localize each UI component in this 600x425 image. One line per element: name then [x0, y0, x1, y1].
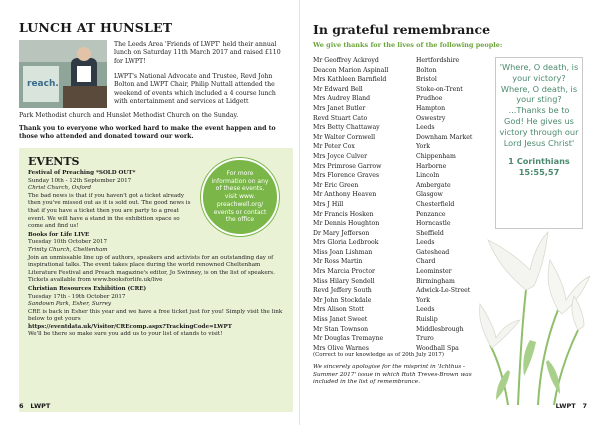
event-place: Trinity Church, Cheltenham	[28, 246, 108, 253]
remembrance-place: Hampton	[416, 104, 446, 112]
remembrance-name: Mrs Gloria Ledbrook	[313, 239, 379, 247]
event-body: Join an unmissable line up of authors, speakers and activists for an outstanding day of inspirational talks. The event takes place during the world renowned Cheltenham Literature Festival and Preach magazine's editor, Jo Swinney, is on the list of speakers. Tickets available from www.booksforlife.uk/live	[28, 254, 275, 284]
remembrance-name: Mr John Stockdale	[313, 296, 372, 304]
remembrance-row	[313, 334, 493, 344]
event-date: Tuesday 10th October 2017	[28, 239, 108, 246]
remembrance-place: Prudhoe	[416, 95, 443, 103]
remembrance-place: Middlesbrough	[416, 325, 464, 333]
remembrance-row	[313, 229, 493, 239]
remembrance-name: Mr Stan Townson	[313, 325, 369, 333]
lunch-paragraph-1: The Leeds Area 'Friends of LWPT' held their annual lunch on Saturday 11th March 2017 and raised £110 for LWPT!	[114, 41, 281, 65]
event-date: Tuesday 17th - 19th October 2017	[28, 293, 126, 300]
remembrance-name: Mrs Primrose Garrow	[313, 162, 382, 170]
photo-banner-text: reach.	[27, 79, 59, 89]
remembrance-row	[313, 171, 493, 181]
lunch-thanks: Thank you to everyone who worked hard to make the event happen and to those who attended and donated toward our work.	[19, 125, 276, 141]
remembrance-place: Leominster	[416, 268, 452, 276]
remembrance-place: York	[416, 143, 430, 151]
remembrance-name: Mr Geoffrey Ackroyd	[313, 57, 379, 64]
remembrance-row	[313, 114, 493, 124]
lunch-photo	[19, 40, 107, 108]
remembrance-place: Leeds	[416, 306, 435, 314]
remembrance-row	[313, 315, 493, 325]
event-title: Festival of Preaching *SOLD OUT*	[28, 170, 136, 176]
remembrance-place: Truro	[416, 335, 434, 343]
event-body: The bad news is that if you haven't got a ticket already then you've missed out as it is sold out. The good news is that if you have a ticket then you are party to a great event. We will have a stand in the exhibition space so come and find us!	[28, 192, 191, 230]
lunch-paragraph-2: LWPT's National Advocate and Trustee, Revd John Bolton and LWPT Chair, Philip Nuttall attended the weekend of events which included a 4 course lunch with entertainment and services at Lidgett	[114, 73, 276, 106]
remembrance-subtitle: We give thanks for the lives of the following people:	[313, 41, 503, 49]
remembrance-place: Birmingham	[416, 277, 455, 285]
remembrance-place: Lincoln	[416, 172, 440, 180]
remembrance-place: Woodhall Spa	[416, 344, 459, 352]
remembrance-name: Revd Stuart Cato	[313, 114, 368, 122]
lunch-paragraph-2-continued: Park Methodist church and Hunslet Methodist Church on the Sunday.	[19, 112, 239, 119]
events-list	[28, 170, 288, 340]
remembrance-row	[313, 142, 493, 152]
remembrance-row	[313, 267, 493, 277]
remembrance-place: Downham Market	[416, 133, 473, 141]
remembrance-row	[313, 104, 493, 114]
remembrance-row	[313, 325, 493, 335]
lily-flowers-illustration	[478, 230, 590, 405]
remembrance-place: Horncastle	[416, 220, 451, 228]
remembrance-place: Adwick-Le-Street	[416, 287, 471, 295]
remembrance-name: Mr Anthony Heaven	[313, 191, 377, 199]
remembrance-name: Mr Peter Cox	[313, 143, 355, 151]
remembrance-row	[313, 152, 493, 162]
remembrance-name: Mr Ross Martin	[313, 258, 363, 266]
verse-box	[495, 57, 583, 229]
remembrance-row	[313, 248, 493, 258]
page-number: 6	[19, 402, 24, 410]
remembrance-name: Mrs Betty Chattaway	[313, 124, 380, 132]
remembrance-name: Mr Francis Hosken	[313, 210, 374, 218]
remembrance-row	[313, 85, 493, 95]
remembrance-row	[313, 133, 493, 143]
remembrance-place: Hertfordshire	[416, 57, 460, 64]
remembrance-name: Mr Douglas Tremayne	[313, 335, 384, 343]
remembrance-row	[313, 305, 493, 315]
remembrance-name: Miss Hilary Sendell	[313, 277, 375, 285]
remembrance-row	[313, 94, 493, 104]
remembrance-name: Mrs Audrey Bland	[313, 95, 371, 103]
event-link[interactable]: https://eventdata.uk/Visitor/CREcomp.aspx?TrackingCode=LWPT	[28, 323, 232, 330]
remembrance-place: Ambergate	[416, 181, 451, 189]
remembrance-name: Mrs Florence Graves	[313, 172, 380, 180]
remembrance-row	[313, 181, 493, 191]
remembrance-place: Sheffield	[416, 229, 444, 237]
remembrance-place: Oswestry	[416, 114, 446, 122]
remembrance-name: Mrs Janet Butler	[313, 104, 366, 112]
event-item	[28, 232, 288, 285]
event-place: Christ Church, Oxford	[28, 185, 92, 192]
remembrance-name: Dr Mary Jefferson	[313, 229, 370, 237]
remembrance-row	[313, 210, 493, 220]
remembrance-names-list	[313, 56, 493, 353]
remembrance-name: Mrs Joyce Culver	[313, 152, 368, 160]
remembrance-row	[313, 123, 493, 133]
remembrance-place: Penzance	[416, 210, 446, 218]
remembrance-place: Leeds	[416, 239, 435, 247]
remembrance-name: Mrs Alison Stott	[313, 306, 365, 314]
event-body: CRE is back in Esher this year and we have a free ticket just for you! Simply visit the link below to get yours	[28, 308, 283, 323]
footer-right	[556, 402, 587, 410]
event-place: Sandown Park, Esher, Surrey	[28, 301, 112, 308]
remembrance-name: Mrs Marcia Proctor	[313, 268, 375, 276]
verse-text: 'Where, O death, is your victory? Where, O death, is your sting? ...Thanks be to God! He gives us victory through our Lord Jesus Christ'	[499, 62, 579, 148]
remembrance-name: Mrs Kathleen Barnfield	[313, 76, 387, 84]
remembrance-row	[313, 296, 493, 306]
remembrance-row	[313, 190, 493, 200]
remembrance-row	[313, 286, 493, 296]
events-info-text: For more information on any of these events, visit www. preachwell.org/ events or contact the office	[211, 169, 269, 224]
remembrance-name: Mrs J Hill	[313, 200, 344, 208]
remembrance-row	[313, 66, 493, 76]
remembrance-row	[313, 200, 493, 210]
events-box	[19, 148, 293, 412]
footer-label: LWPT	[30, 402, 51, 410]
remembrance-place: Chesterfield	[416, 200, 455, 208]
apology-note: We sincerely apologise for the misprint in 'Ichthus - Summer 2017' issue in which Ruth Treves-Brown was included in the list of remembrance.	[313, 364, 472, 386]
remembrance-place: York	[416, 296, 430, 304]
remembrance-row	[313, 277, 493, 287]
remembrance-name: Mr Dennis Houghton	[313, 220, 380, 228]
event-after: We'll be there so make sure you add us to your list of stands to visit!	[28, 331, 223, 338]
remembrance-place: Bolton	[416, 66, 437, 74]
remembrance-place: Leeds	[416, 124, 435, 132]
footer-label: LWPT	[555, 402, 576, 410]
remembrance-name: Mr Edward Bell	[313, 85, 363, 93]
remembrance-row	[313, 75, 493, 85]
remembrance-row	[313, 219, 493, 229]
remembrance-name: Deacon Marion Aspinall	[313, 66, 389, 74]
remembrance-place: Ruislip	[416, 316, 438, 324]
remembrance-name: Miss Janet Sweet	[313, 316, 368, 324]
remembrance-place: Gateshead	[416, 248, 450, 256]
lunch-title: LUNCH AT HUNSLET	[19, 20, 173, 35]
right-page	[300, 0, 600, 425]
remembrance-row	[313, 238, 493, 248]
remembrance-place: Harborne	[416, 162, 447, 170]
remembrance-place: Stoke-on-Trent	[416, 85, 463, 93]
correct-note: (Correct to our knowledge as of 20th July 2017)	[313, 352, 444, 358]
remembrance-place: Chard	[416, 258, 436, 266]
remembrance-place: Chippenham	[416, 152, 456, 160]
verse-number: 15:55,57	[518, 167, 560, 178]
verse-book: 1 Corinthians	[508, 156, 570, 167]
remembrance-name: Mr Walter Cornwell	[313, 133, 376, 141]
remembrance-name: Miss Joan Lishman	[313, 248, 373, 256]
event-title: Books for Life LIVE	[28, 231, 90, 238]
remembrance-place: Glasgow	[416, 191, 443, 199]
page-number: 7	[582, 402, 587, 410]
event-title: Christian Resources Exhibition (CRE)	[28, 285, 147, 292]
event-item	[28, 286, 288, 339]
remembrance-title: In grateful remembrance	[313, 22, 491, 37]
verse-reference	[499, 156, 579, 178]
footer-left	[19, 402, 50, 410]
remembrance-place: Bristol	[416, 76, 437, 84]
remembrance-name: Revd Jeffery South	[313, 287, 372, 295]
event-item	[28, 170, 288, 231]
events-heading: EVENTS	[28, 155, 80, 168]
remembrance-row	[313, 257, 493, 267]
remembrance-name: Mrs Olive Warnes	[313, 344, 369, 352]
remembrance-row	[313, 162, 493, 172]
remembrance-row	[313, 56, 493, 66]
event-date: Sunday 10th - 12th September 2017	[28, 177, 132, 184]
remembrance-name: Mr Eric Green	[313, 181, 359, 189]
